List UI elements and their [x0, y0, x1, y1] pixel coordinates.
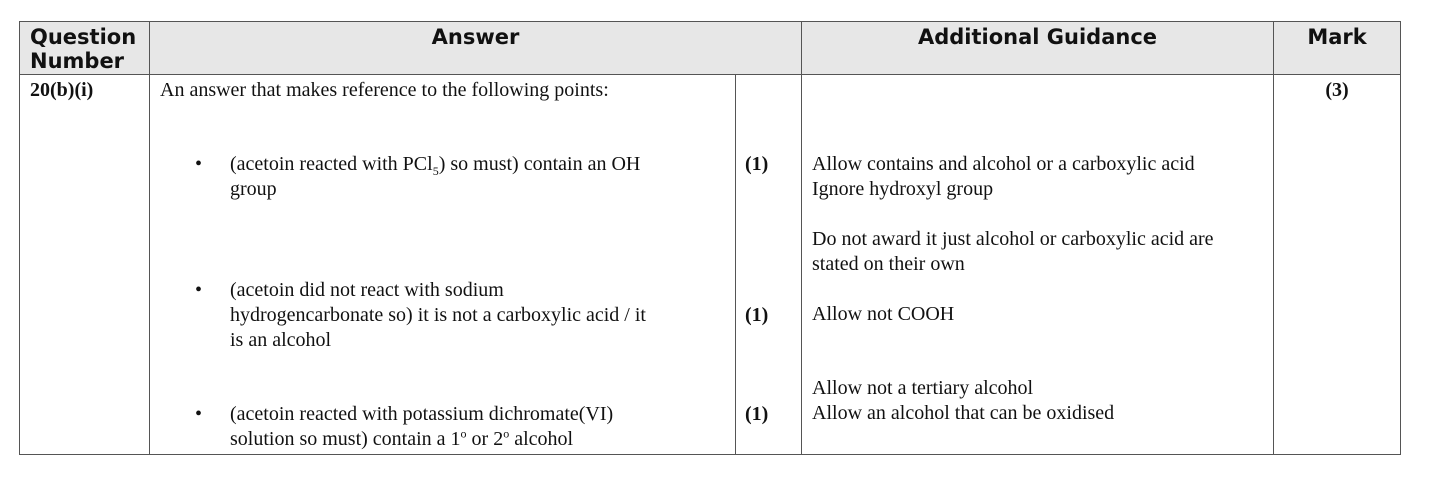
- mark-scheme-table: [19, 21, 1401, 455]
- answer-cell: [150, 75, 736, 455]
- question-number: 20(b)(i): [30, 79, 94, 101]
- total-mark: (3): [1325, 79, 1349, 101]
- guidance-cell: [802, 75, 1274, 455]
- header-mark: Mark: [1274, 22, 1401, 75]
- header-answer: Answer: [150, 22, 802, 75]
- point-mark-2: (1): [745, 304, 769, 326]
- bullet-2: •: [195, 279, 203, 301]
- answer-intro: An answer that makes reference to the following points:: [160, 79, 609, 101]
- point-marks-cell: [736, 75, 802, 455]
- answer-point-1: (acetoin reacted with PCl$_5$) so must) contain an OH group: [230, 153, 641, 200]
- header-row: [20, 22, 1401, 75]
- guidance-3: Allow not COOH: [812, 303, 955, 325]
- guidance-4: Allow not a tertiary alcohol Allow an alcohol that can be oxidised: [812, 377, 1115, 424]
- header-guidance: Additional Guidance: [802, 22, 1274, 75]
- bullet-1: •: [195, 153, 203, 175]
- answer-row: [20, 75, 1401, 455]
- header-question-number: Question Number: [20, 22, 150, 75]
- point-mark-3: (1): [745, 403, 769, 425]
- answer-point-3: (acetoin reacted with potassium dichromate(VI) solution so must) contain a 1$^o$ or 2$^o$ alcohol: [230, 403, 614, 450]
- bullet-3: •: [195, 403, 203, 425]
- question-number-cell: [20, 75, 150, 455]
- guidance-1: Allow contains and alcohol or a carboxylic acid Ignore hydroxyl group: [812, 153, 1195, 200]
- guidance-2: Do not award it just alcohol or carboxylic acid are stated on their own: [812, 228, 1214, 275]
- answer-point-2: (acetoin did not react with sodium hydrogencarbonate so) it is not a carboxylic acid / it is an alcohol: [230, 279, 646, 351]
- mark-cell: [1274, 75, 1401, 455]
- point-mark-1: (1): [745, 153, 769, 175]
